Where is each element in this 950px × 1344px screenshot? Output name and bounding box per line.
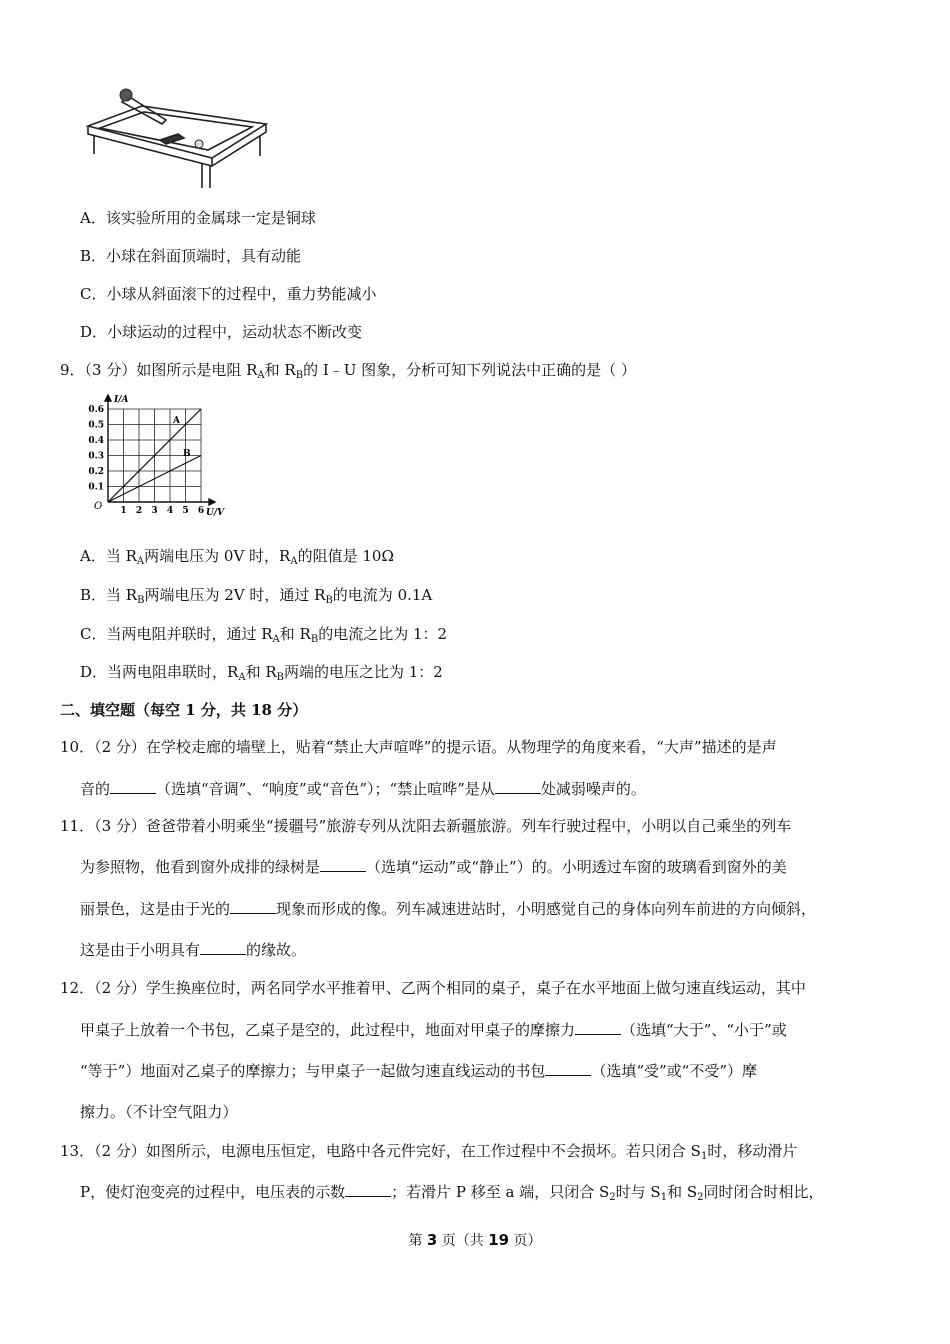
q9-stem: 9．（3 分）如图所示是电阻 $R_A$和 $R_B$的 I﹣U 图象，分析可知下列说法中正确的是（ ） <box>60 361 636 381</box>
incline-ball-figure <box>84 84 274 194</box>
q12-line-3: “等于”）地面对乙桌子的摩擦力；与甲桌子一起做匀速直线运动的书包 （选填“受”或“不受”）摩 <box>80 1062 758 1080</box>
q9-option-b: B．当 $R_B$两端电压为 2V 时，通过 $R_B$的电流为 0.1A <box>80 586 433 606</box>
q8-option-b: B．小球在斜面顶端时，具有动能 <box>80 247 302 265</box>
q11-line-1: 11．（3 分）爸爸带着小明乘坐“援疆号”旅游专列从沈阳去新疆旅游。列车行驶过程中，小明以自己乘坐的列车 <box>60 817 792 835</box>
x-tick-label: 6 <box>197 506 205 516</box>
y-tick-label: 0.3 <box>88 451 104 462</box>
x-tick-label: 5 <box>182 506 189 516</box>
page-footer: 第 3 页（共 19 页） <box>408 1231 542 1249</box>
page-number: 3 <box>426 1231 438 1249</box>
answer-blank[interactable] <box>230 899 276 914</box>
origin-label: O <box>94 501 103 512</box>
q9-option-c: C．当两电阻并联时，通过 $R_A$和 $R_B$的电流之比为 1：2 <box>80 625 448 645</box>
answer-blank[interactable] <box>575 1020 621 1035</box>
q10-line-2: 音的 （选填“音调”、“响度”或“音色”）；“禁止喧哗”是从 处减弱噪声的。 <box>80 780 646 798</box>
q9-option-a: A．当 $R_A$两端电压为 0V 时，$R_A$的阻值是 10Ω <box>80 547 394 567</box>
q8-option-a: A．该实验所用的金属球一定是铜球 <box>80 209 316 227</box>
y-axis-arrow <box>105 395 111 401</box>
y-tick-label: 0.6 <box>88 405 104 415</box>
q8-option-c: C．小球从斜面滚下的过程中，重力势能减小 <box>80 285 377 303</box>
q11-line-4: 这是由于小明具有 的缘故。 <box>80 941 307 959</box>
x-tick-label: 4 <box>166 506 174 516</box>
y-tick-label: 0.5 <box>88 420 104 431</box>
answer-blank[interactable] <box>495 779 541 794</box>
q8-option-d: D．小球运动的过程中，运动状态不断改变 <box>80 323 363 341</box>
q13-line-1: 13．（2 分）如图所示，电源电压恒定，电路中各元件完好，在工作过程中不会损坏。若只闭合 $S_1$时，移动滑片 <box>60 1142 798 1162</box>
x-tick-label: 1 <box>120 506 127 516</box>
q11-line-2: 为参照物，他看到窗外成排的绿树是 （选填“运动”或“静止”）的。小明透过车窗的玻璃看到窗外的美 <box>80 858 787 876</box>
iu-graph <box>80 394 230 520</box>
answer-blank[interactable] <box>320 857 366 872</box>
q12-line-1: 12．（2 分）学生换座位时，两名同学水平推着甲、乙两个相同的桌子，桌子在水平地面上做匀速直线运动，其中 <box>60 979 806 997</box>
q13-line-2: P，使灯泡变亮的过程中，电压表的示数 ；若滑片 P 移至 a 端，只闭合 $S_2$时与 $S_1$和 $S_2$同时闭合时相比， <box>80 1183 824 1203</box>
x-tick-label: 3 <box>151 506 158 516</box>
q12-line-2: 甲桌子上放着一个书包，乙桌子是空的，此过程中，地面对甲桌子的摩擦力 （选填“大于”、“小于”或 <box>80 1021 787 1039</box>
x-tick-label: 2 <box>135 506 143 516</box>
y-tick-label: 0.4 <box>88 436 104 446</box>
q12-line-4: 擦力。（不计空气阻力） <box>80 1103 238 1121</box>
page-total: 19 <box>488 1231 510 1249</box>
answer-blank[interactable] <box>110 779 156 794</box>
y-tick-label: 0.2 <box>88 467 104 477</box>
q11-line-3: 丽景色，这是由于光的 现象而形成的像。列车减速进站时，小明感觉自己的身体向列车前进的方向倾斜， <box>80 900 817 918</box>
x-axis-label: U/V <box>206 508 225 518</box>
y-tick-label: 0.1 <box>88 482 104 493</box>
line-b-label: B <box>183 449 191 459</box>
q10-line-1: 10．（2 分）在学校走廊的墙壁上，贴着“禁止大声喧哗”的提示语。从物理学的角度来看，“大声”描述的是声 <box>60 738 777 756</box>
line-a-label: A <box>173 416 180 426</box>
answer-blank[interactable] <box>200 940 246 955</box>
answer-blank[interactable] <box>345 1182 391 1197</box>
y-axis-label: I/A <box>114 395 129 405</box>
section-2-heading: 二、填空题（每空 1 分，共 18 分） <box>60 701 308 719</box>
q9-option-d: D．当两电阻串联时，$R_A$和 $R_B$两端的电压之比为 1：2 <box>80 663 443 683</box>
x-axis-arrow <box>209 499 215 505</box>
answer-blank[interactable] <box>545 1061 591 1076</box>
